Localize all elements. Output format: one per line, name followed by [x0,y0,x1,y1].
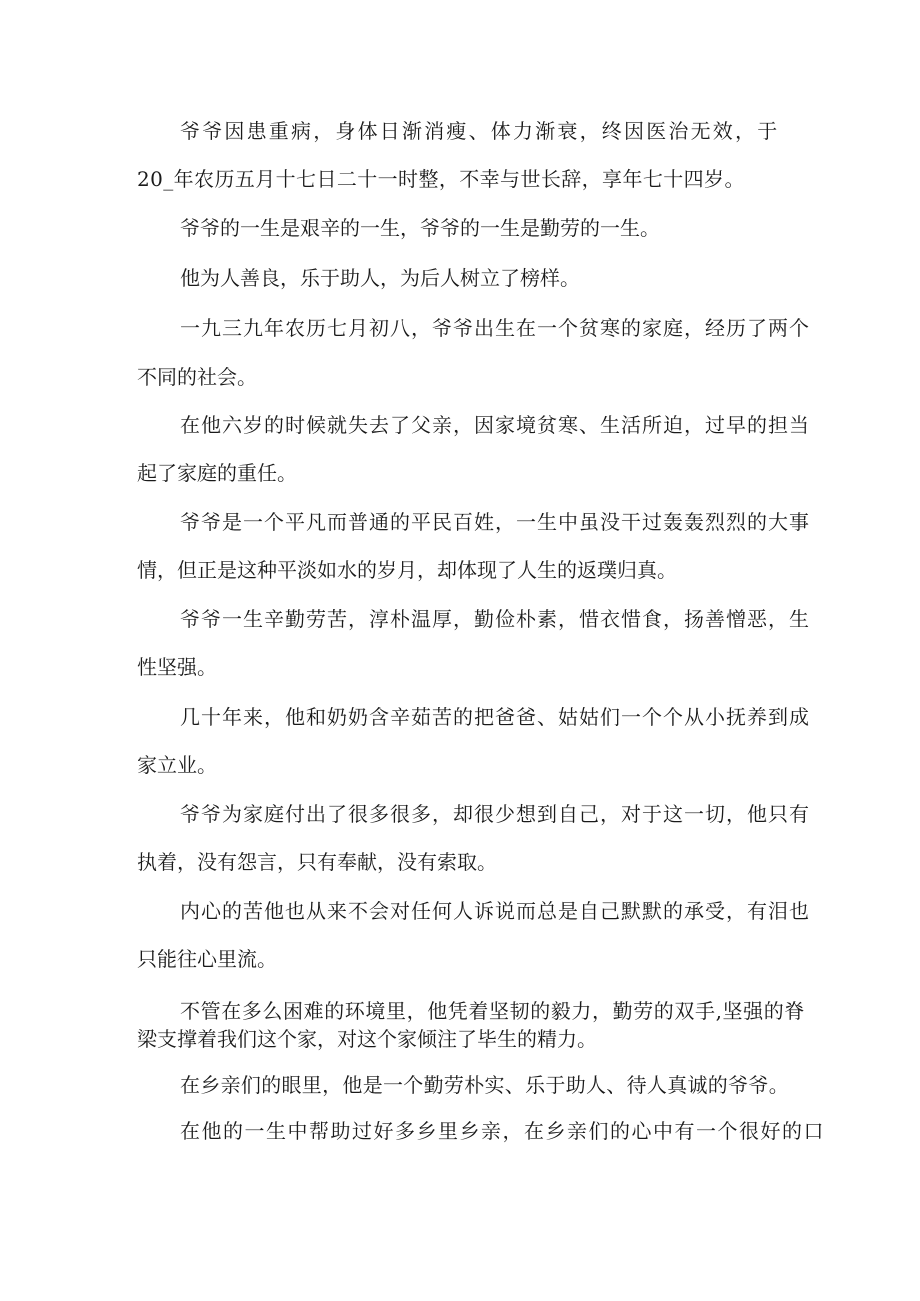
paragraph-line: 情，但正是这种平淡如水的岁月，却体现了人生的返璞归真。 [137,558,677,582]
paragraph-line: 内心的苦他也从来不会对任何人诉说而总是自己默默的承受，有泪也 [180,899,810,923]
paragraph-line: 几十年来，他和奶奶含辛茹苦的把爸爸、姑姑们一个个从小抚养到成 [180,705,810,729]
paragraph-line: 在他的一生中帮助过好多乡里乡亲，在乡亲们的心中有一个很好的口 [180,1119,825,1143]
paragraph-line: 起了家庭的重任。 [137,461,297,485]
paragraph-line: 一九三九年农历七月初八，爷爷出生在一个贫寒的家庭，经历了两个 [180,316,810,340]
paragraph-line: 在乡亲们的眼里，他是一个勤劳朴实、乐于助人、待人真诚的爷爷。 [180,1073,789,1097]
paragraph-line: 执着，没有怨言，只有奉献，没有索取。 [137,850,497,874]
paragraph-line: 爷爷的一生是艰辛的一生，爷爷的一生是勤劳的一生。 [180,216,660,240]
paragraph-line: 爷爷为家庭付出了很多很多，却很少想到自己，对于这一切，他只有 [180,802,810,826]
paragraph-line: 爷爷是一个平凡而普通的平民百姓，一生中虽没干过轰轰烈烈的大事 [180,510,810,534]
paragraph-line: 只能往心里流。 [137,947,277,971]
paragraph-line: 性坚强。 [137,655,217,679]
paragraph-line: 他为人善良，乐于助人，为后人树立了榜样。 [180,266,580,290]
paragraph-line: 不管在多么困难的环境里，他凭着坚韧的毅力，勤劳的双手,坚强的脊 [180,999,805,1023]
paragraph-line: 梁支撑着我们这个家，对这个家倾注了毕生的精力。 [137,1027,597,1051]
paragraph-line: 在他六岁的时候就失去了父亲，因家境贫寒、生活所迫，过早的担当 [180,413,810,437]
paragraph-line: 爷爷因患重病，身体日渐消瘦、体力渐衰，终因医治无效，于 [180,119,780,143]
paragraph-line: 不同的社会。 [137,365,257,389]
paragraph-line: 家立业。 [137,753,217,777]
paragraph-line: 20_年农历五月十七日二十一时整，不幸与世长辞，享年七十四岁。 [137,167,745,191]
paragraph-line: 爷爷一生辛勤劳苦，淳朴温厚，勤俭朴素，惜衣惜食，扬善憎恶，生 [180,607,810,631]
